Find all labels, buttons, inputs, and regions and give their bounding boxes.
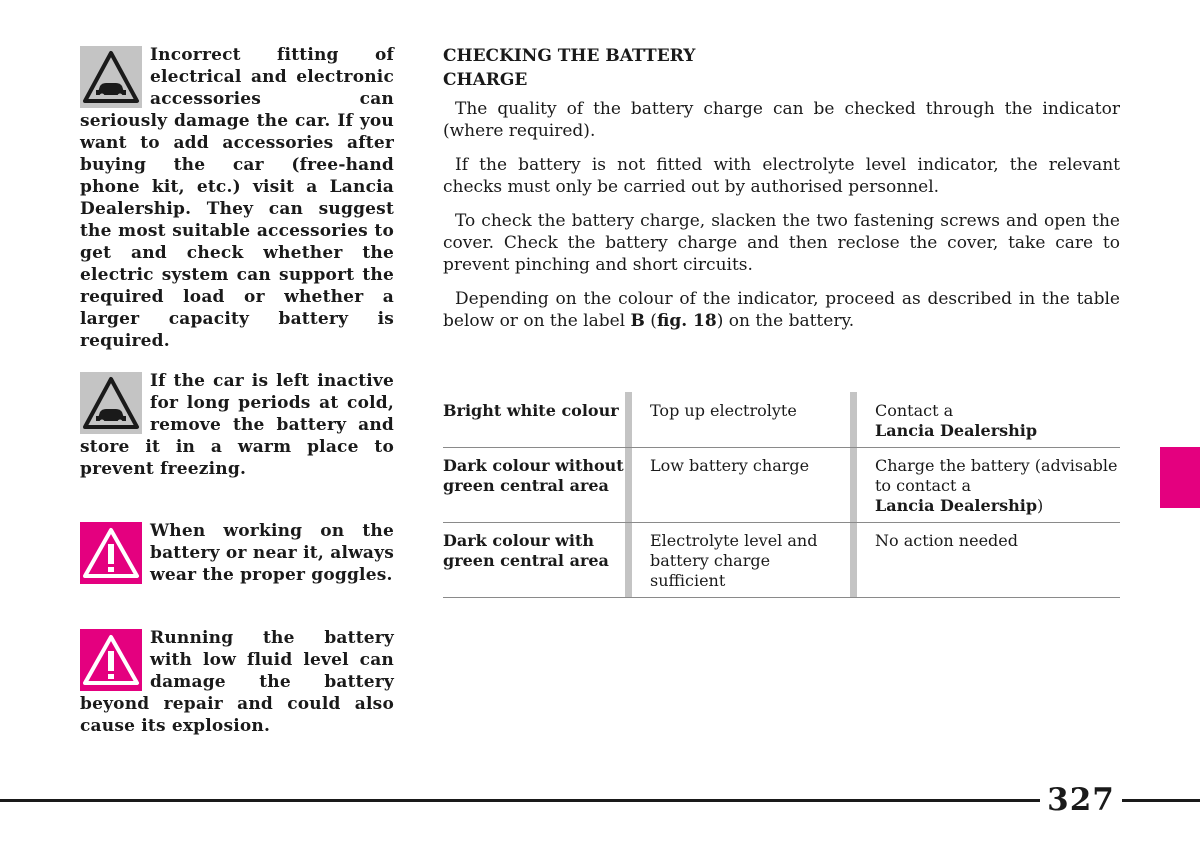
action-text: Contact a — [875, 401, 954, 420]
warning-cold-storage — [80, 370, 394, 480]
indicator-cell: Bright white colour — [443, 401, 619, 420]
danger-warning-icon — [80, 629, 142, 691]
warning-text: If the car is left inactive for long periods at cold, remove the battery and store it in a warm place to prevent freezing. — [80, 371, 394, 479]
label-reference: B — [630, 311, 645, 331]
paragraph-authorised: If the battery is not fitted with electrolyte level indicator, the relevant checks must only be carried out by authorised personnel. — [443, 155, 1120, 197]
warning-text: Running the battery with low fluid level can damage the battery beyond repair and could also cause its explosion. — [80, 628, 394, 736]
para-text: Depending on the colour of the indicator, proceed as described in the table below or on the label — [443, 289, 1120, 331]
action-text: Charge the battery (advisable to contact a — [875, 456, 1118, 495]
paragraph-table-reference — [443, 288, 1120, 332]
indicator-cell: Dark colour without green central area — [443, 456, 624, 495]
table-row — [443, 523, 1120, 598]
warning-low-fluid — [80, 627, 394, 737]
indicator-cell: Dark colour with green central area — [443, 531, 609, 570]
section-tab-marker — [1160, 447, 1200, 508]
figure-reference: fig. 18 — [656, 311, 717, 331]
action-cell: No action needed — [850, 523, 1120, 597]
car-warning-icon — [80, 46, 142, 108]
table-row — [443, 448, 1120, 523]
para-text: ) on the battery. — [716, 311, 855, 331]
car-warning-icon — [80, 372, 142, 434]
status-cell: Low battery charge — [625, 448, 850, 522]
heading-line-2: CHARGE — [443, 70, 528, 90]
status-cell: Top up electrolyte — [625, 392, 850, 447]
dealership-text: Lancia Dealership — [875, 496, 1038, 515]
warning-text: Incorrect fitting of electrical and electronic accessories can seriously damage the car. If you want to add accessories after buying the car (free-hand phone kit, etc.) visit a Lancia Dealership. They can suggest the most suitable accessories to get and check whether the electric system can support the required load or whether a larger capacity battery is required. — [80, 45, 394, 351]
danger-warning-icon — [80, 522, 142, 584]
section-heading — [443, 44, 1120, 92]
battery-check-section — [443, 44, 1120, 344]
heading-line-1: CHECKING THE BATTERY — [443, 46, 696, 66]
warning-goggles — [80, 520, 394, 586]
paragraph-indicator: The quality of the battery charge can be checked through the indicator (where required). — [443, 99, 1120, 141]
indicator-table — [443, 392, 1120, 598]
dealership-text: Lancia Dealership — [875, 421, 1038, 440]
paragraph-procedure: To check the battery charge, slacken the two fastening screws and open the cover. Check the battery charge and then reclose the cover, take care to prevent pinching and short circuits. — [443, 211, 1120, 275]
action-cell — [850, 392, 1120, 447]
footer-rule-right — [1122, 799, 1200, 802]
action-text: ) — [1037, 496, 1044, 515]
footer-rule-left — [0, 799, 1040, 802]
para-text: ( — [644, 311, 657, 331]
warning-accessories — [80, 44, 394, 352]
table-row — [443, 392, 1120, 448]
page-number: 327 — [1047, 782, 1115, 818]
action-cell — [850, 448, 1120, 522]
status-cell: Electrolyte level and battery charge sufficient — [625, 523, 850, 597]
warning-text: When working on the battery or near it, always wear the proper goggles. — [150, 521, 394, 585]
